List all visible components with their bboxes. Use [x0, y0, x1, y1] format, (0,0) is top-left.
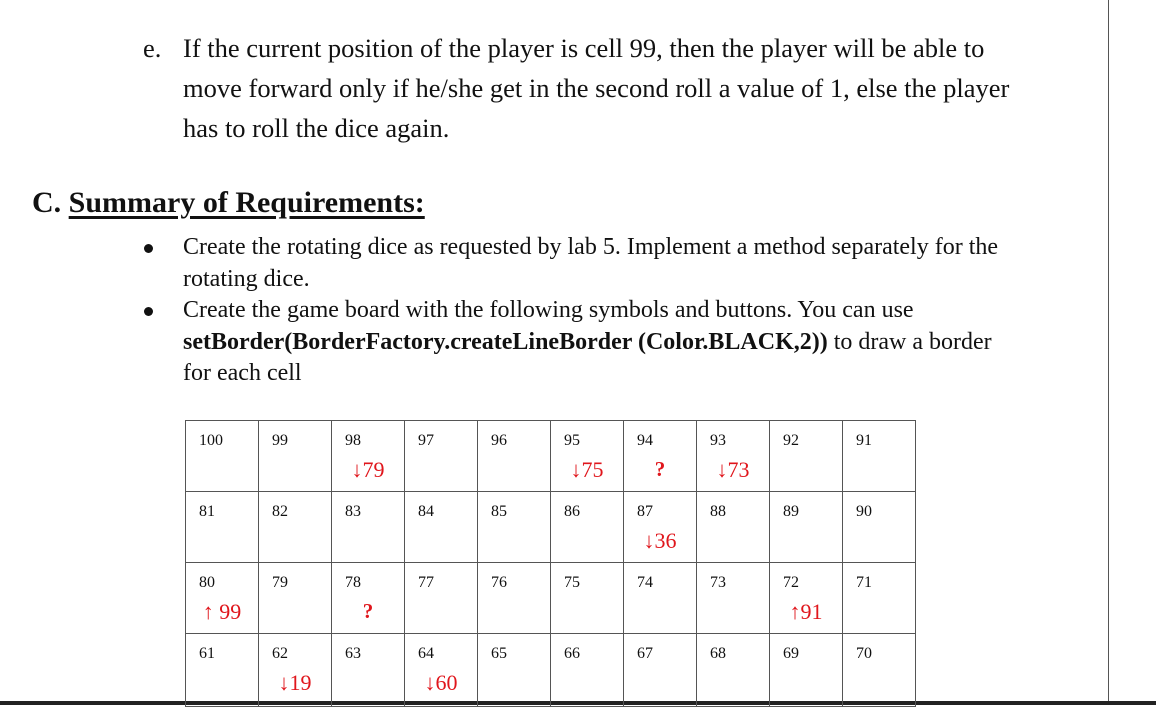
cell-jump-label: ↓19	[278, 670, 312, 695]
board-cell	[843, 563, 916, 634]
cell-number: 92	[783, 432, 799, 449]
section-prefix: C.	[32, 186, 62, 219]
board-row	[186, 421, 916, 492]
cell-number: 67	[637, 645, 653, 662]
cell-jump-label: ↓79	[351, 457, 385, 482]
cell-number: 71	[856, 574, 872, 591]
requirement-item	[140, 232, 1020, 295]
cell-number: 64	[418, 645, 434, 662]
board-row	[186, 634, 916, 707]
requirements-list	[140, 232, 1020, 390]
cell-jump-label: ↓36	[643, 528, 677, 553]
code-snippet: setBorder(BorderFactory.createLineBorder (Color.BLACK,2))	[183, 328, 828, 355]
board-cell	[478, 421, 551, 492]
section-heading	[32, 186, 425, 220]
cell-number: 62	[272, 645, 288, 662]
board-cell	[697, 563, 770, 634]
cell-jump-label: ↑ 99	[202, 599, 242, 624]
cell-number: 85	[491, 503, 507, 520]
board-cell	[551, 492, 624, 563]
cell-number: 87	[637, 503, 653, 520]
cell-number: 66	[564, 645, 580, 662]
board-cell	[186, 563, 259, 634]
cell-jump-label: ↓60	[424, 670, 458, 695]
board-cell	[624, 421, 697, 492]
board-cell	[551, 421, 624, 492]
board-cell	[624, 492, 697, 563]
board-cell	[478, 563, 551, 634]
cell-number: 75	[564, 574, 580, 591]
cell-number: 93	[710, 432, 726, 449]
board-cell	[770, 421, 843, 492]
cell-number: 91	[856, 432, 872, 449]
board-cell	[405, 563, 478, 634]
board-cell	[405, 421, 478, 492]
requirement-text-tail: to draw a border for each cell	[183, 328, 992, 386]
list-item-marker: e.	[143, 33, 162, 63]
question-mark-icon: ?	[362, 599, 374, 623]
board-cell	[843, 421, 916, 492]
cell-number: 90	[856, 503, 872, 520]
requirement-item	[140, 295, 1020, 390]
cell-number: 81	[199, 503, 215, 520]
board-cell	[259, 492, 332, 563]
board-row	[186, 563, 916, 634]
cell-number: 63	[345, 645, 361, 662]
page-right-edge	[1108, 0, 1109, 705]
cell-number: 83	[345, 503, 361, 520]
cell-number: 69	[783, 645, 799, 662]
bullet-dot	[144, 307, 153, 316]
cell-number: 96	[491, 432, 507, 449]
board-cell	[332, 634, 405, 707]
cell-number: 65	[491, 645, 507, 662]
cell-number: 89	[783, 503, 799, 520]
board-cell	[259, 421, 332, 492]
board-cell	[770, 634, 843, 707]
cell-number: 100	[199, 432, 223, 449]
requirement-text: Create the game board with the following symbols and buttons. You can use	[183, 297, 914, 323]
cell-number: 84	[418, 503, 434, 520]
cell-number: 61	[199, 645, 215, 662]
cell-jump-label: ↑91	[789, 599, 823, 624]
board-cell	[186, 634, 259, 707]
board-cell	[332, 563, 405, 634]
cell-number: 94	[637, 432, 653, 449]
board-cell	[697, 421, 770, 492]
board-cell	[624, 634, 697, 707]
cell-jump-label: ↓73	[716, 457, 750, 482]
board-cell	[186, 421, 259, 492]
cell-number: 70	[856, 645, 872, 662]
cell-number: 99	[272, 432, 288, 449]
board-cell	[478, 634, 551, 707]
board-cell	[843, 492, 916, 563]
cell-number: 95	[564, 432, 580, 449]
cell-number: 78	[345, 574, 361, 591]
cell-number: 77	[418, 574, 434, 591]
board-cell	[259, 634, 332, 707]
board-cell	[478, 492, 551, 563]
cell-number: 76	[491, 574, 507, 591]
board-cell	[186, 492, 259, 563]
bullet-dot	[144, 244, 153, 253]
cell-number: 80	[199, 574, 215, 591]
cell-number: 68	[710, 645, 726, 662]
board-cell	[551, 634, 624, 707]
board-cell	[551, 563, 624, 634]
cell-jump-label: ↓75	[570, 457, 604, 482]
section-title: Summary of Requirements:	[68, 186, 425, 219]
cell-number: 97	[418, 432, 434, 449]
cell-number: 74	[637, 574, 653, 591]
cell-number: 72	[783, 574, 799, 591]
board-cell	[770, 492, 843, 563]
board-cell	[843, 634, 916, 707]
question-mark-icon: ?	[654, 457, 666, 481]
cell-number: 86	[564, 503, 580, 520]
cell-number: 73	[710, 574, 726, 591]
cell-number: 98	[345, 432, 361, 449]
list-item-text: If the current position of the player is cell 99, then the player will be able to move forward only if he/she get in the second roll a value of 1, else the player has to roll the dice again.	[183, 33, 1010, 143]
board-cell	[697, 634, 770, 707]
board-cell	[770, 563, 843, 634]
board-cell	[332, 421, 405, 492]
board-cell	[332, 492, 405, 563]
board-cell	[405, 492, 478, 563]
board-row	[186, 492, 916, 563]
board-cell	[405, 634, 478, 707]
cell-number: 79	[272, 574, 288, 591]
board-cell	[624, 563, 697, 634]
game-board	[185, 420, 916, 707]
cell-number: 82	[272, 503, 288, 520]
requirement-text: Create the rotating dice as requested by lab 5. Implement a method separately for the rotating dice.	[183, 234, 999, 292]
board-cell	[259, 563, 332, 634]
board-cell	[697, 492, 770, 563]
cell-number: 88	[710, 503, 726, 520]
